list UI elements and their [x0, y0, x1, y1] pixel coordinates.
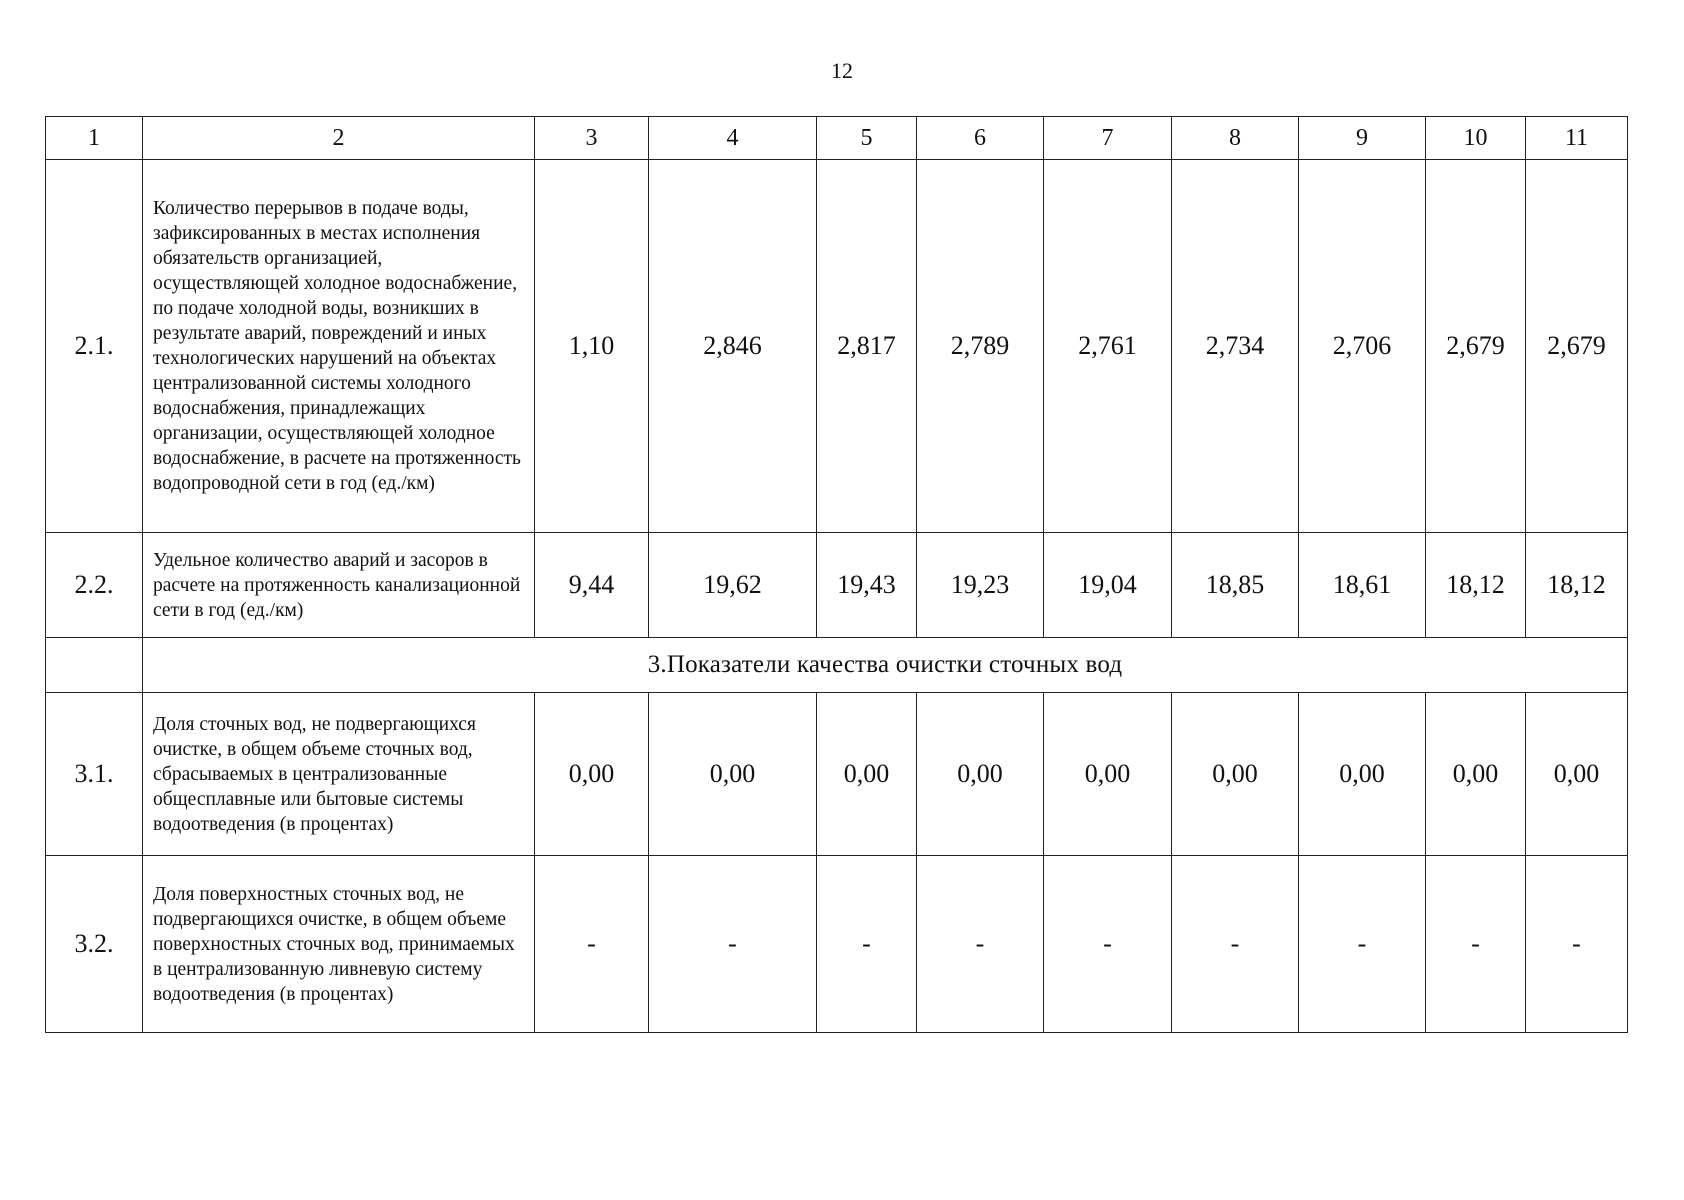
value-cell: - — [649, 856, 817, 1033]
column-number: 1 — [46, 117, 143, 160]
value-cell: 18,12 — [1526, 533, 1628, 638]
value-cell: - — [817, 856, 917, 1033]
value-cell: 2,846 — [649, 160, 817, 533]
value-cell: 19,62 — [649, 533, 817, 638]
column-number: 5 — [817, 117, 917, 160]
column-number: 6 — [917, 117, 1044, 160]
value-cell: 9,44 — [535, 533, 649, 638]
page-number: 12 — [831, 58, 853, 83]
column-number: 4 — [649, 117, 817, 160]
column-number: 7 — [1044, 117, 1172, 160]
value-cell: 0,00 — [817, 693, 917, 856]
value-cell: - — [1426, 856, 1526, 1033]
column-number: 2 — [143, 117, 535, 160]
value-cell: 0,00 — [1172, 693, 1299, 856]
row-number: 2.1. — [46, 160, 143, 533]
table-row — [46, 856, 1628, 1033]
table-row — [46, 693, 1628, 856]
value-cell: 0,00 — [1526, 693, 1628, 856]
value-cell: - — [1044, 856, 1172, 1033]
column-number: 11 — [1526, 117, 1628, 160]
value-cell: 2,734 — [1172, 160, 1299, 533]
indicator-description: Доля поверхностных сточных вод, не подвергающихся очистке, в общем объеме поверхностных сточных вод, принимаемых в централизованную ливневую систему водоотведения (в процентах) — [143, 856, 535, 1033]
value-cell: 0,00 — [1299, 693, 1426, 856]
table-row — [46, 160, 1628, 533]
value-cell: 18,85 — [1172, 533, 1299, 638]
row-number: 3.2. — [46, 856, 143, 1033]
value-cell: 1,10 — [535, 160, 649, 533]
value-cell: - — [535, 856, 649, 1033]
table-row — [46, 533, 1628, 638]
value-cell: 0,00 — [535, 693, 649, 856]
value-cell: 18,12 — [1426, 533, 1526, 638]
value-cell: - — [1299, 856, 1426, 1033]
section-heading-row — [46, 638, 1628, 693]
section-title: 3.Показатели качества очистки сточных вод — [143, 638, 1628, 693]
value-cell: 0,00 — [1044, 693, 1172, 856]
value-cell: - — [917, 856, 1044, 1033]
value-cell: 19,43 — [817, 533, 917, 638]
row-number: 2.2. — [46, 533, 143, 638]
indicators-table — [45, 116, 1628, 1033]
value-cell: 2,679 — [1426, 160, 1526, 533]
value-cell: 19,23 — [917, 533, 1044, 638]
column-number: 3 — [535, 117, 649, 160]
value-cell: 2,761 — [1044, 160, 1172, 533]
indicator-description: Доля сточных вод, не подвергающихся очистке, в общем объеме сточных вод, сбрасываемых в централизованные общесплавные или бытовые системы водоотведения (в процентах) — [143, 693, 535, 856]
row-number: 3.1. — [46, 693, 143, 856]
value-cell: 19,04 — [1044, 533, 1172, 638]
empty-number-cell — [46, 638, 143, 693]
column-number: 9 — [1299, 117, 1426, 160]
value-cell: 0,00 — [1426, 693, 1526, 856]
indicator-description: Количество перерывов в подаче воды, зафиксированных в местах исполнения обязательств организацией, осуществляющей холодное водоснабжение, по подаче холодной воды, возникших в результате аварий, повреждений и иных технологических нарушений на объектах централизованной системы холодного водоснабжения, принадлежащих организации, осуществляющей холодное водоснабжение, в расчете на протяженность водопроводной сети в год (ед./км) — [143, 160, 535, 533]
value-cell: 0,00 — [649, 693, 817, 856]
value-cell: - — [1526, 856, 1628, 1033]
value-cell: - — [1172, 856, 1299, 1033]
value-cell: 2,679 — [1526, 160, 1628, 533]
column-number: 10 — [1426, 117, 1526, 160]
column-number: 8 — [1172, 117, 1299, 160]
value-cell: 2,706 — [1299, 160, 1426, 533]
value-cell: 0,00 — [917, 693, 1044, 856]
value-cell: 18,61 — [1299, 533, 1426, 638]
value-cell: 2,817 — [817, 160, 917, 533]
indicator-description: Удельное количество аварий и засоров в расчете на протяженность канализационной сети в год (ед./км) — [143, 533, 535, 638]
value-cell: 2,789 — [917, 160, 1044, 533]
column-number-row — [46, 117, 1628, 160]
